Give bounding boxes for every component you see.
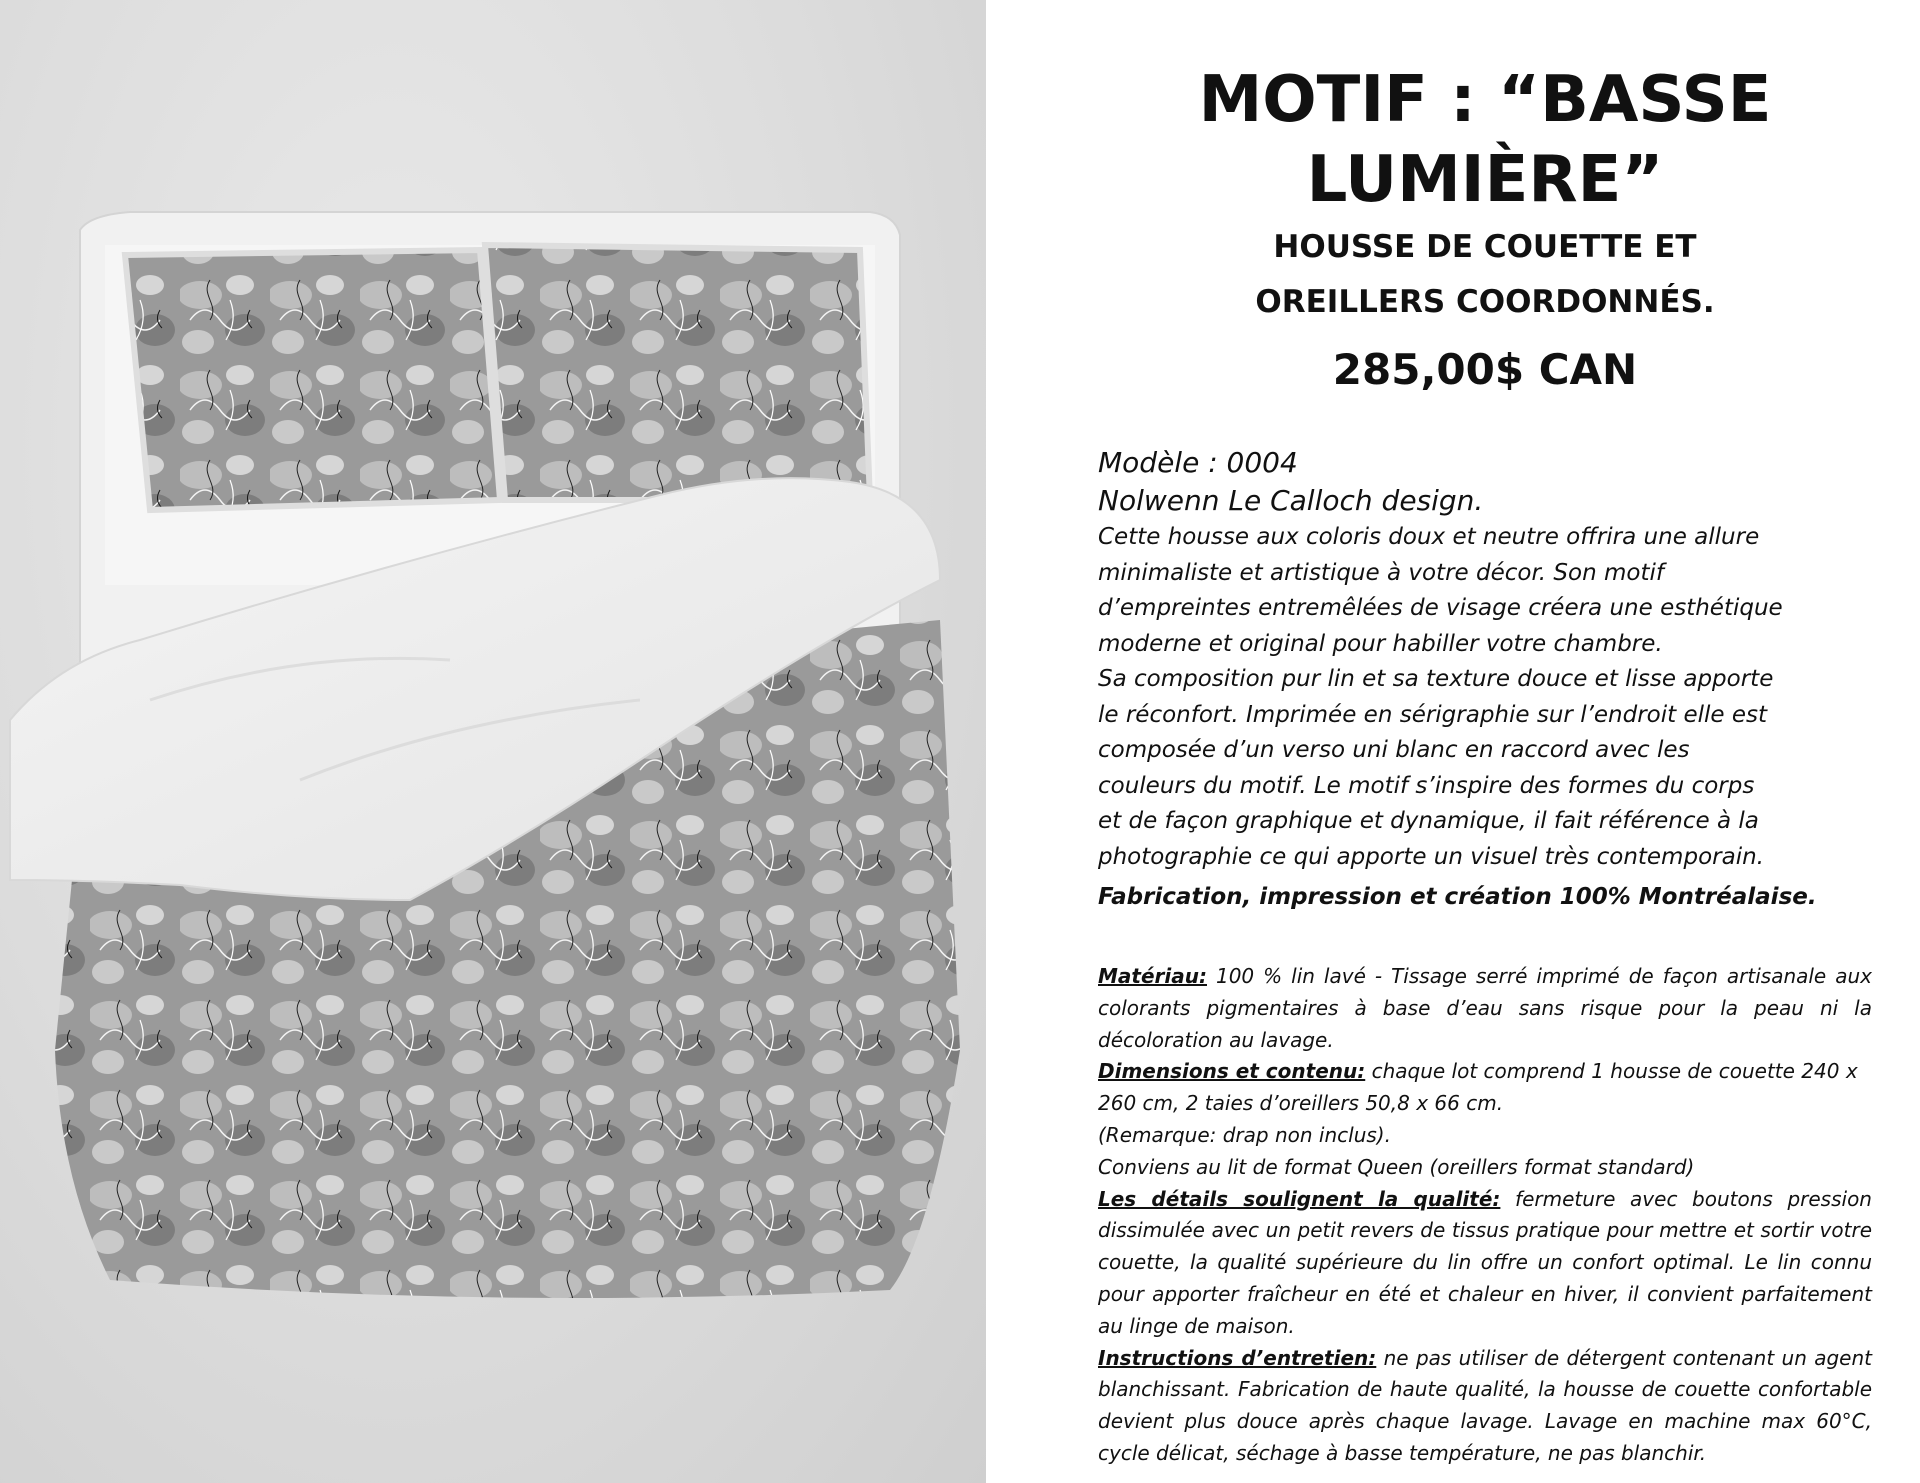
product-intro	[1098, 444, 1872, 919]
designer-credit: Nolwenn Le Calloch design.	[1098, 484, 1484, 517]
dimensions-section	[1098, 1056, 1872, 1120]
made-in-statement: Fabrication, impression et création 100% Montréalaise.	[1098, 884, 1817, 910]
product-subtitle-line2: OREILLERS COORDONNÉS.	[1255, 284, 1715, 320]
description-line: Sa composition pur lin et sa texture douce et lisse apporte	[1098, 666, 1774, 692]
material-text: 100 % lin lavé - Tissage serré imprimé de façon artisanale aux colorants pigmentaires à base d’eau sans risque pour la peau ni la décoloration au lavage.	[1098, 964, 1872, 1052]
quality-text: fermeture avec boutons pression dissimulée avec un petit revers de tissus pratique pour mettre et sortir votre couette, la qualité supérieure du lin offre un confort optimal. Le lin connu pour apporter fraîcheur en été et chaleur en hiver, il convient parfaitement au linge de maison.	[1098, 1186, 1872, 1338]
fit-note: Conviens au lit de format Queen (oreillers format standard)	[1098, 1154, 1695, 1179]
quality-section	[1098, 1184, 1872, 1343]
description-line: composée d’un verso uni blanc en raccord avec les	[1098, 737, 1690, 763]
dimensions-note: (Remarque: drap non inclus).	[1098, 1122, 1391, 1147]
care-label: Instructions d’entretien:	[1098, 1345, 1377, 1370]
quality-label: Les détails soulignent la qualité:	[1098, 1186, 1501, 1211]
material-label: Matériau:	[1098, 964, 1207, 988]
care-section	[1098, 1343, 1872, 1470]
care-text: ne pas utiliser de détergent contenant un agent blanchissant. Fabrication de haute qualité, la housse de couette confortable devient plus douce après chaque lavage. Lavage en machine max 60°C, cycle délicat, séchage à basse température, ne pas blanchir.	[1098, 1345, 1872, 1465]
description-line: photographie ce qui apporte un visuel très contemporain.	[1098, 843, 1764, 870]
description-line: le réconfort. Imprimée en sérigraphie sur l’endroit elle est	[1098, 701, 1768, 728]
product-title: MOTIF : “BASSE LUMIÈRE”	[1198, 63, 1772, 217]
description-line: minimaliste et artistique à votre décor. Son motif	[1098, 559, 1664, 586]
product-details	[1098, 961, 1872, 1470]
description-line: et de façon graphique et dynamique, il fait référence à la	[1098, 808, 1759, 834]
model-number: Modèle : 0004	[1098, 446, 1298, 479]
description-line: Cette housse aux coloris doux et neutre offrira une allure	[1098, 524, 1760, 550]
description-line: d’empreintes entremêlées de visage créera une esthétique	[1098, 595, 1783, 621]
product-info-panel	[1098, 60, 1872, 1470]
dimensions-label: Dimensions et contenu:	[1098, 1059, 1366, 1084]
description-line: moderne et original pour habiller votre chambre.	[1098, 630, 1663, 657]
product-price: 285,00$ CAN	[1332, 345, 1638, 394]
dimensions-text: chaque lot comprend 1 housse de couette 240 x 260 cm, 2 taies d’oreillers 50,8 x 66 cm.	[1098, 1059, 1858, 1116]
description-line: couleurs du motif. Le motif s’inspire des formes du corps	[1098, 772, 1755, 799]
product-subtitle-line1: HOUSSE DE COUETTE ET	[1273, 229, 1697, 265]
material-section	[1098, 961, 1872, 1056]
